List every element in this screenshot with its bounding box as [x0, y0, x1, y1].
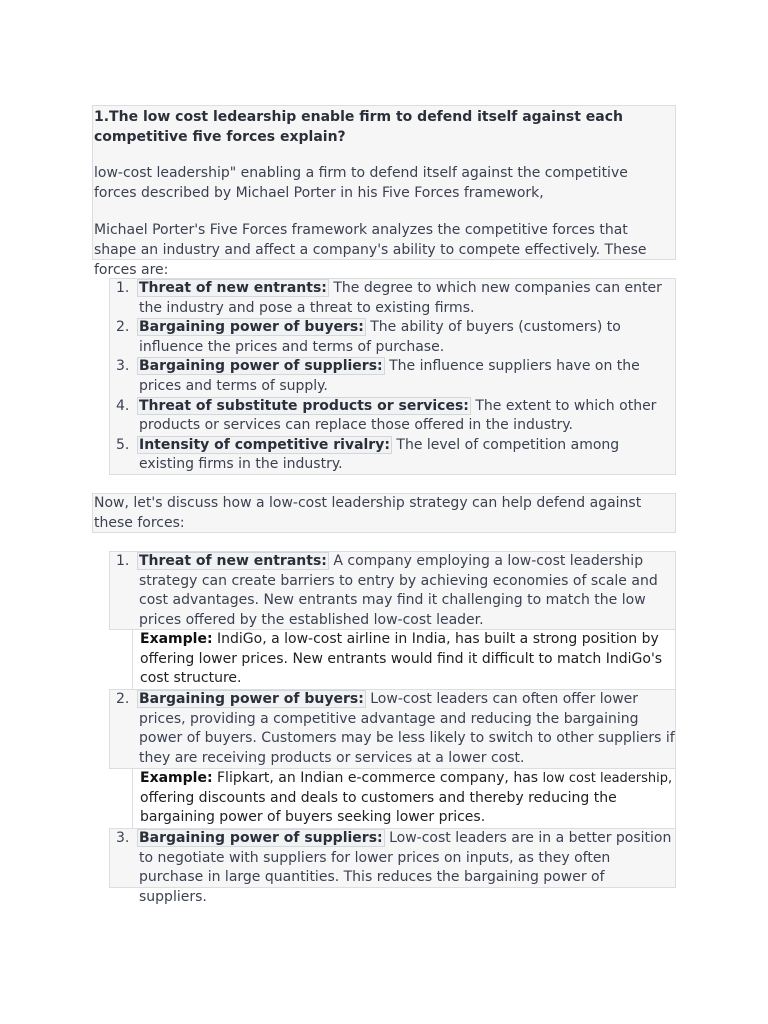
list-number: 1. [116, 280, 130, 296]
discussion-intro-text: Now, let's discuss how a low-cost leadership strategy can help defend against these forces: [94, 495, 642, 531]
force-description: The influence suppliers have on the prices and terms of supply. [139, 358, 640, 394]
strategy-term: Threat of new entrants: [139, 553, 327, 569]
list-item [110, 690, 675, 768]
list-number: 2. [116, 319, 130, 336]
strategy-description: A company employing a low-cost leadership strategy can create barriers to entry by achieving economies of scale and cost advantages. New entrants may find it challenging to match the low prices offered by the established low-cost leader. [139, 553, 658, 628]
force-term: Bargaining power of buyers: [139, 319, 364, 336]
example-text-small: low cost leadership, [542, 771, 673, 786]
example-flipkart [132, 768, 676, 829]
force-term: Threat of new entrants: [139, 280, 327, 296]
force-description: The degree to which new companies can enter the industry and pose a threat to existing firms. [139, 280, 662, 316]
list-item [110, 279, 675, 318]
force-term: Bargaining power of suppliers: [139, 358, 383, 375]
list-item [110, 436, 675, 475]
strategy-description: Low-cost leaders are in a better position to negotiate with suppliers for lower prices on inputs, as they often purchase in large quantities. This reduces the bargaining power of suppliers. [139, 830, 672, 905]
question-title: 1.The low cost ledearship enable firm to defend itself against each competitive five forces explain? [94, 109, 624, 145]
list-number: 4. [116, 397, 130, 414]
list-number: 1. [116, 553, 130, 569]
list-item [110, 552, 675, 630]
example-label: Example: [140, 631, 213, 647]
intro-paragraph: low-cost leadership" enabling a firm to defend itself against the competitive forces described by Michael Porter in his Five Forces framework, [94, 165, 628, 201]
list-number: 3. [116, 830, 130, 846]
example-label: Example: [140, 770, 213, 786]
force-description: The extent to which other products or services can replace those offered in the industry. [139, 397, 657, 434]
force-description: The ability of buyers (customers) to influence the prices and terms of purchase. [139, 319, 621, 355]
list-number: 5. [116, 436, 130, 453]
strategy-item-suppliers [109, 828, 676, 905]
list-item [110, 829, 675, 907]
list-item [110, 318, 675, 357]
discussion-intro [92, 493, 676, 533]
example-text-continued: offering discounts and deals to customers and thereby reducing the bargaining power of buyers seeking lower prices. [140, 789, 617, 826]
strategy-description: Low-cost leaders can often offer lower prices, providing a competitive advantage and reducing the bargaining power of buyers. Customers may be less likely to switch to other suppliers if they are receiving products or services at a lower cost. [139, 691, 675, 766]
example-text: Flipkart, an Indian e-commerce company, has [212, 770, 543, 786]
five-forces-list [109, 278, 676, 475]
framework-paragraph: Michael Porter's Five Forces framework analyzes the competitive forces that shape an industry and affect a company's ability to compete effectively. These forces are: [94, 222, 647, 278]
example-indigo [132, 629, 676, 690]
list-number: 2. [116, 691, 130, 707]
force-description: The level of competition among existing firms in the industry. [139, 436, 620, 473]
strategy-term: Bargaining power of buyers: [139, 691, 364, 707]
strategy-item-new-entrants [109, 551, 676, 630]
force-term: Intensity of competitive rivalry: [139, 436, 390, 453]
question-block [92, 105, 676, 278]
list-item [110, 357, 675, 396]
strategy-term: Bargaining power of suppliers: [139, 830, 383, 846]
list-number: 3. [116, 358, 130, 375]
force-term: Threat of substitute products or services: [139, 397, 469, 414]
list-item [110, 397, 675, 436]
example-text: IndiGo, a low-cost airline in India, has built a strong position by offering lower prices. New entrants would find it difficult to match IndiGo's cost structure. [140, 631, 663, 687]
strategy-item-buyers [109, 689, 676, 769]
